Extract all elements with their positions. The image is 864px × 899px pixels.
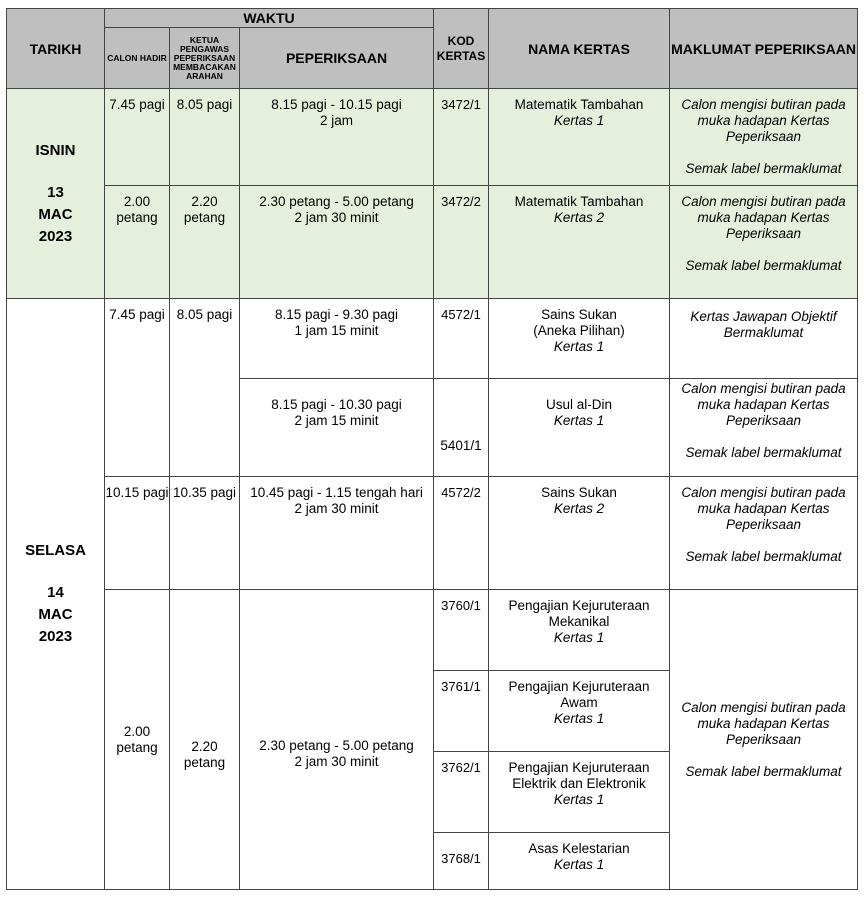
exam-time: 2.30 petang - 5.00 petang (259, 194, 414, 209)
date-cell-isnin (7, 89, 105, 299)
day-month: MAC (38, 606, 73, 623)
info-semak-label: Semak label bermaklumat (685, 258, 842, 273)
peperiksaan-cell (240, 89, 434, 186)
calon-hadir-cell: 7.45 pagi (105, 299, 170, 477)
subject-name-line2: (Aneka Pilihan) (533, 323, 625, 338)
table-row (7, 186, 858, 299)
subject-name: Matematik Tambahan (514, 97, 644, 112)
day-name: SELASA (25, 542, 86, 559)
calon-hadir-cell: 7.45 pagi (105, 89, 170, 186)
paper-number: Kertas 1 (553, 792, 605, 807)
ketua-pengawas-cell: 2.20 petang (170, 590, 240, 890)
maklumat-cell: Kertas Jawapan Objektif Bermaklumat (670, 299, 858, 379)
table-row (7, 89, 858, 186)
subject-name: Asas Kelestarian (528, 841, 630, 856)
exam-duration: 2 jam 30 minit (294, 753, 379, 769)
exam-time: 8.15 pagi - 9.30 pagi (274, 307, 399, 322)
info-isi-butiran: Calon mengisi butiran pada muka hadapan Kertas Peperiksaan (681, 97, 846, 144)
header-kod-kertas: KOD KERTAS (434, 9, 489, 89)
table-row (7, 590, 858, 671)
info-isi-butiran: Calon mengisi butiran pada muka hadapan Kertas Peperiksaan (681, 699, 846, 747)
info-isi-butiran: Calon mengisi butiran pada muka hadapan Kertas Peperiksaan (681, 194, 846, 241)
paper-number: Kertas 1 (553, 711, 605, 726)
header-calon-hadir: CALON HADIR (105, 28, 170, 89)
ketua-pengawas-cell: 2.20 petang (170, 186, 240, 299)
calon-hadir-cell: 10.15 pagi (105, 477, 170, 590)
peperiksaan-cell (240, 299, 434, 379)
maklumat-cell (670, 186, 858, 299)
header-nama-kertas: NAMA KERTAS (489, 9, 670, 89)
exam-duration: 2 jam 30 minit (294, 210, 379, 225)
info-isi-butiran: Calon mengisi butiran pada muka hadapan Kertas Peperiksaan (681, 381, 846, 428)
kod-kertas-cell: 3762/1 (434, 752, 489, 833)
subject-name: Pengajian Kejuruteraan Mekanikal (508, 598, 650, 629)
nama-kertas-cell (489, 379, 670, 477)
nama-kertas-cell (489, 671, 670, 752)
info-semak-label: Semak label bermaklumat (685, 161, 842, 176)
nama-kertas-cell (489, 833, 670, 890)
ketua-pengawas-cell: 8.05 pagi (170, 299, 240, 477)
header-tarikh: TARIKH (7, 9, 105, 89)
day-name: ISNIN (35, 141, 76, 159)
subject-name: Sains Sukan (541, 307, 617, 322)
kod-kertas-cell: 3768/1 (434, 833, 489, 890)
paper-number: Kertas 1 (553, 857, 605, 872)
day-year: 2023 (38, 227, 73, 245)
exam-schedule-table (6, 8, 858, 890)
calon-hadir-cell: 2.00 petang (105, 590, 170, 890)
subject-name: Pengajian Kejuruteraan Elektrik dan Elektronik (508, 760, 650, 791)
header-peperiksaan: PEPERIKSAAN (240, 28, 434, 89)
paper-number: Kertas 1 (553, 339, 605, 354)
exam-time: 10.45 pagi - 1.15 tengah hari (250, 485, 423, 500)
maklumat-cell (670, 590, 858, 890)
maklumat-cell (670, 379, 858, 477)
info-semak-label: Semak label bermaklumat (685, 549, 842, 564)
subject-name: Usul al-Din (546, 397, 613, 412)
day-date: 14 (47, 584, 64, 601)
nama-kertas-cell (489, 477, 670, 590)
date-cell-selasa (7, 299, 105, 890)
peperiksaan-cell (240, 590, 434, 890)
header-waktu: WAKTU (105, 9, 434, 28)
kod-kertas-cell: 5401/1 (434, 379, 489, 477)
nama-kertas-cell (489, 752, 670, 833)
day-year: 2023 (38, 628, 73, 645)
exam-duration: 2 jam (320, 113, 354, 128)
maklumat-cell (670, 477, 858, 590)
maklumat-cell (670, 89, 858, 186)
header-maklumat: MAKLUMAT PEPERIKSAAN (670, 9, 858, 89)
paper-number: Kertas 1 (553, 630, 605, 645)
info-semak-label: Semak label bermaklumat (685, 445, 842, 460)
nama-kertas-cell (489, 299, 670, 379)
info-semak-label: Semak label bermaklumat (685, 763, 842, 779)
peperiksaan-cell (240, 379, 434, 477)
ketua-pengawas-cell: 10.35 pagi (170, 477, 240, 590)
subject-name: Pengajian Kejuruteraan Awam (508, 679, 650, 710)
peperiksaan-cell (240, 186, 434, 299)
exam-duration: 1 jam 15 minit (294, 323, 379, 338)
table-row (7, 477, 858, 590)
calon-hadir-cell: 2.00 petang (105, 186, 170, 299)
subject-name: Matematik Tambahan (514, 194, 644, 209)
exam-duration: 2 jam 30 minit (294, 501, 379, 516)
kod-kertas-cell: 3472/2 (434, 186, 489, 299)
exam-time: 2.30 petang - 5.00 petang (259, 737, 414, 753)
peperiksaan-cell (240, 477, 434, 590)
subject-name: Sains Sukan (541, 485, 617, 500)
kod-kertas-cell: 3761/1 (434, 671, 489, 752)
exam-duration: 2 jam 15 minit (294, 413, 379, 428)
paper-number: Kertas 1 (553, 413, 605, 428)
kod-kertas-cell: 3760/1 (434, 590, 489, 671)
info-isi-butiran: Calon mengisi butiran pada muka hadapan Kertas Peperiksaan (681, 485, 846, 532)
paper-number: Kertas 2 (553, 501, 605, 516)
kod-kertas-cell: 4572/1 (434, 299, 489, 379)
nama-kertas-cell (489, 186, 670, 299)
kod-kertas-cell: 3472/1 (434, 89, 489, 186)
ketua-pengawas-cell: 8.05 pagi (170, 89, 240, 186)
paper-number: Kertas 1 (553, 113, 605, 128)
nama-kertas-cell (489, 89, 670, 186)
day-date: 13 (47, 183, 64, 201)
header-ketua-pengawas: KETUA PENGAWAS PEPERIKSAAN MEMBACAKAN ARAHAN (170, 28, 240, 89)
exam-time: 8.15 pagi - 10.30 pagi (271, 397, 402, 412)
table-row (7, 299, 858, 379)
nama-kertas-cell (489, 590, 670, 671)
paper-number: Kertas 2 (553, 210, 605, 225)
exam-time: 8.15 pagi - 10.15 pagi (271, 97, 402, 112)
kod-kertas-cell: 4572/2 (434, 477, 489, 590)
day-month: MAC (38, 205, 73, 223)
